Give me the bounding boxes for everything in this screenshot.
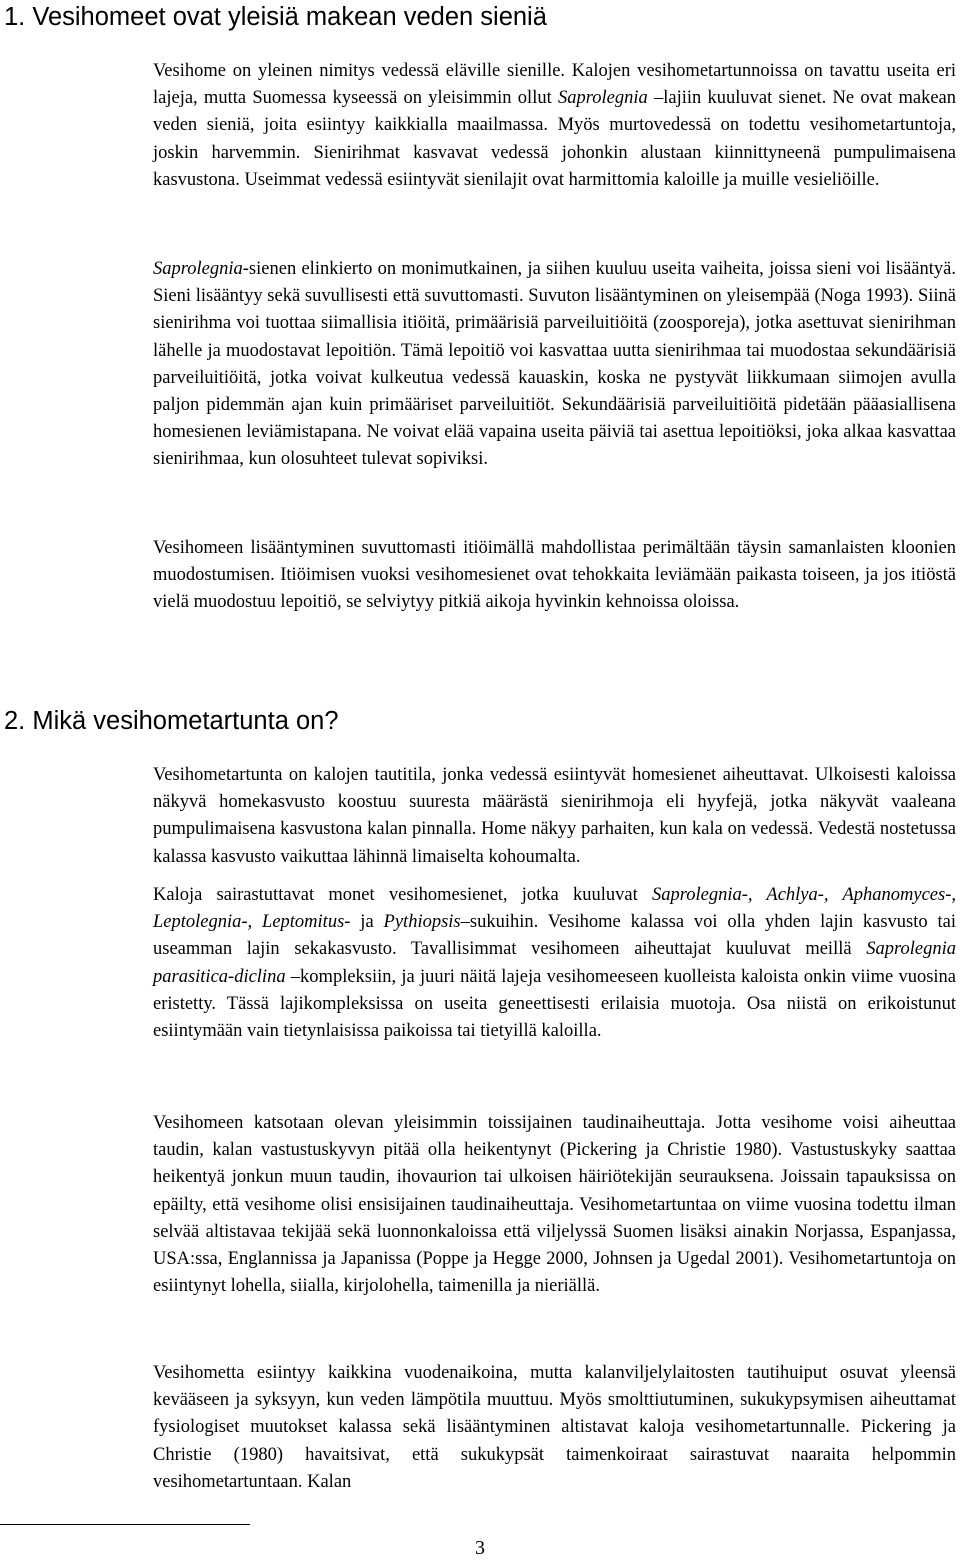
section-2-paragraph-3: Vesihomeen katsotaan olevan yleisimmin toissijainen taudinaiheuttaja. Jotta vesihome voisi aiheuttaa taudin, kalan vastustuskyvyn pitää olla heikentynyt (Pickering ja Christie 1980). Vastustuskyky saattaa heikentyä jonkun muun taudin, ihovaurion tai ulkoisen häiriötekijän seurauksena. Joissain tapauksissa on epäilty, että vesihome olisi ensisijainen taudinaiheuttaja. Vesihometartuntaa on viime vuosina todettu ilman selvää altistavaa tekijää sekä luonnonkaloissa että viljelyssä Suomen lisäksi ainakin Norjassa, Espanjassa, USA:ssa, Englannissa ja Japanissa (Poppe ja Hegge 2000, Johnsen ja Ugedal 2001). Vesihometartuntoja on esiintynyt lohella, siialla, kirjolohella, taimenilla ja nieriällä. xyxy=(153,1113,956,1297)
section-1-paragraph-1 xyxy=(153,58,956,194)
text-run: Vesihome on yleinen nimitys vedessä eläville sienille. Kalojen vesihometartunnoissa on tavattu useita eri lajeja, mutta Suomessa kyseessä on yleisimmin ollut xyxy=(153,61,956,109)
section-1-paragraph-3: Vesihomeen lisääntyminen suvuttomasti itiöimällä mahdollistaa perimältään täysin samanlaisten kloonien muodostumisen. Itiöimisen vuoksi vesihomesienet ovat tehokkaita leviämään paikasta toiseen, ja jos itiöstä vielä muodostuu lepoitiö, se selviytyy pitkiä aikoja hyvinkin kehnoissa oloissa. xyxy=(153,538,956,613)
text-run: –kompleksiin, ja juuri näitä lajeja vesihomeeseen kuolleista kaloista onkin viime vuosina eristetty. Tässä lajikompleksissa on useita geneettisesti erilaisia muotoja. Osa niistä on erikoistunut esiintymään vain tietynlaisissa paikoissa tai tietyillä kaloilla. xyxy=(153,966,956,1042)
page-number: 3 xyxy=(475,1537,485,1559)
section-2-paragraph-2 xyxy=(153,882,956,1045)
section-1-heading: 1. Vesihomeet ovat yleisiä makean veden sieniä xyxy=(4,3,547,31)
text-run: –sukuihin. Vesihome kalassa voi olla yhden lajin kasvusto tai useamman lajin sekakasvusto. Tavallisimmat vesihomeen aiheuttajat kuuluvat meillä xyxy=(153,912,956,960)
italic-species-complex: Saprolegnia parasitica-diclina xyxy=(153,939,956,987)
footer-divider xyxy=(0,1524,250,1525)
text-run: –lajiin kuuluvat sienet. Ne ovat makean veden sieniä, joita esiintyy kaikkialla maailmassa. Myös murtovedessä on todettu vesihometartuntoja, joskin harvemmin. Sienirihmat kasvavat vedessä johonkin alustaan kiinnittyneenä pumpulimaisena kasvustona. Useimmat vedessä esiintyvät sienilajit ovat harmittomia kaloille ja muille vesieliöille. xyxy=(153,88,956,190)
text-run: -sienen elinkierto on monimutkainen, ja siihen kuuluu useita vaiheita, joissa sieni voi lisääntyä. Sieni lisääntyy sekä suvullisesti että suvuttomasti. Suvuton lisääntyminen on yleisempää (Noga 1993). Siinä sienirihma voi tuottaa siimallisia itiöitä, primäärisiä parveiluitiöitä (zoosporeja), jotka asettuvat sienirihman lähelle ja muodostavat lepoitiön. Tämä lepoitiö voi kasvattaa uutta sienirihmaa tai muodostaa sekundäärisiä parveiluitiöitä, jotka voivat kulkeutua vedessä kauaskin, koska ne pystyvät liikkumaan siimojen avulla paljon pidemmän ajan kuin primääriset parveiluitiöt. Sekundäärisiä parveiluitiöitä pidetään pääasiallisena homesienen leviämistapana. Ne voivat elää vapaina useita päiviä tai asettua lepoitiöksi, joka alkaa kasvattaa sienirihmaa, kun olosuhteet tulevat sopiviksi. xyxy=(153,259,956,470)
italic-genus-name: Saprolegnia xyxy=(153,259,243,279)
italic-genus-name: Pythiopsis xyxy=(383,912,461,933)
italic-genus-list: Saprolegnia-, Achlya-, Aphanomyces-, Leptolegnia-, Leptomitus- xyxy=(153,885,956,933)
section-2-paragraph-4: Vesihometta esiintyy kaikkina vuodenaikoina, mutta kalanviljelylaitosten tautihuiput osuvat yleensä kevääseen ja syksyyn, kun veden lämpötila muuttuu. Myös smolttiutuminen, sukukypsymisen aiheuttamat fysiologiset muutokset kalassa sekä lisääntyminen altistavat kaloja vesihometartunnalle. Pickering ja Christie (1980) havaitsivat, että sukukypsät taimenkoiraat sairastuvat naaraita helpommin vesihometartuntaan. Kalan xyxy=(153,1363,956,1492)
text-run: Kaloja sairastuttavat monet vesihomesienet, jotka kuuluvat xyxy=(153,885,652,905)
section-2-heading: 2. Mikä vesihometartunta on? xyxy=(4,707,339,735)
section-1-paragraph-2 xyxy=(153,256,956,474)
text-run: ja xyxy=(350,912,384,933)
section-2-paragraph-1: Vesihometartunta on kalojen tautitila, jonka vedessä esiintyvät homesienet aiheuttavat. Ulkoisesti kaloissa näkyvä homekasvusto koostuu suuresta määrästä sienirihmoja eli hyyfejä, jotka näkyvät vaaleana pumpulimaisena kasvustona kalan pinnalla. Home näkyy parhaiten, kun kala on vedessä. Vedestä nostetussa kalassa kasvusto vaikuttaa lähinnä limaiselta kohoumalta. xyxy=(153,765,956,867)
italic-genus-name: Saprolegnia xyxy=(557,88,648,109)
